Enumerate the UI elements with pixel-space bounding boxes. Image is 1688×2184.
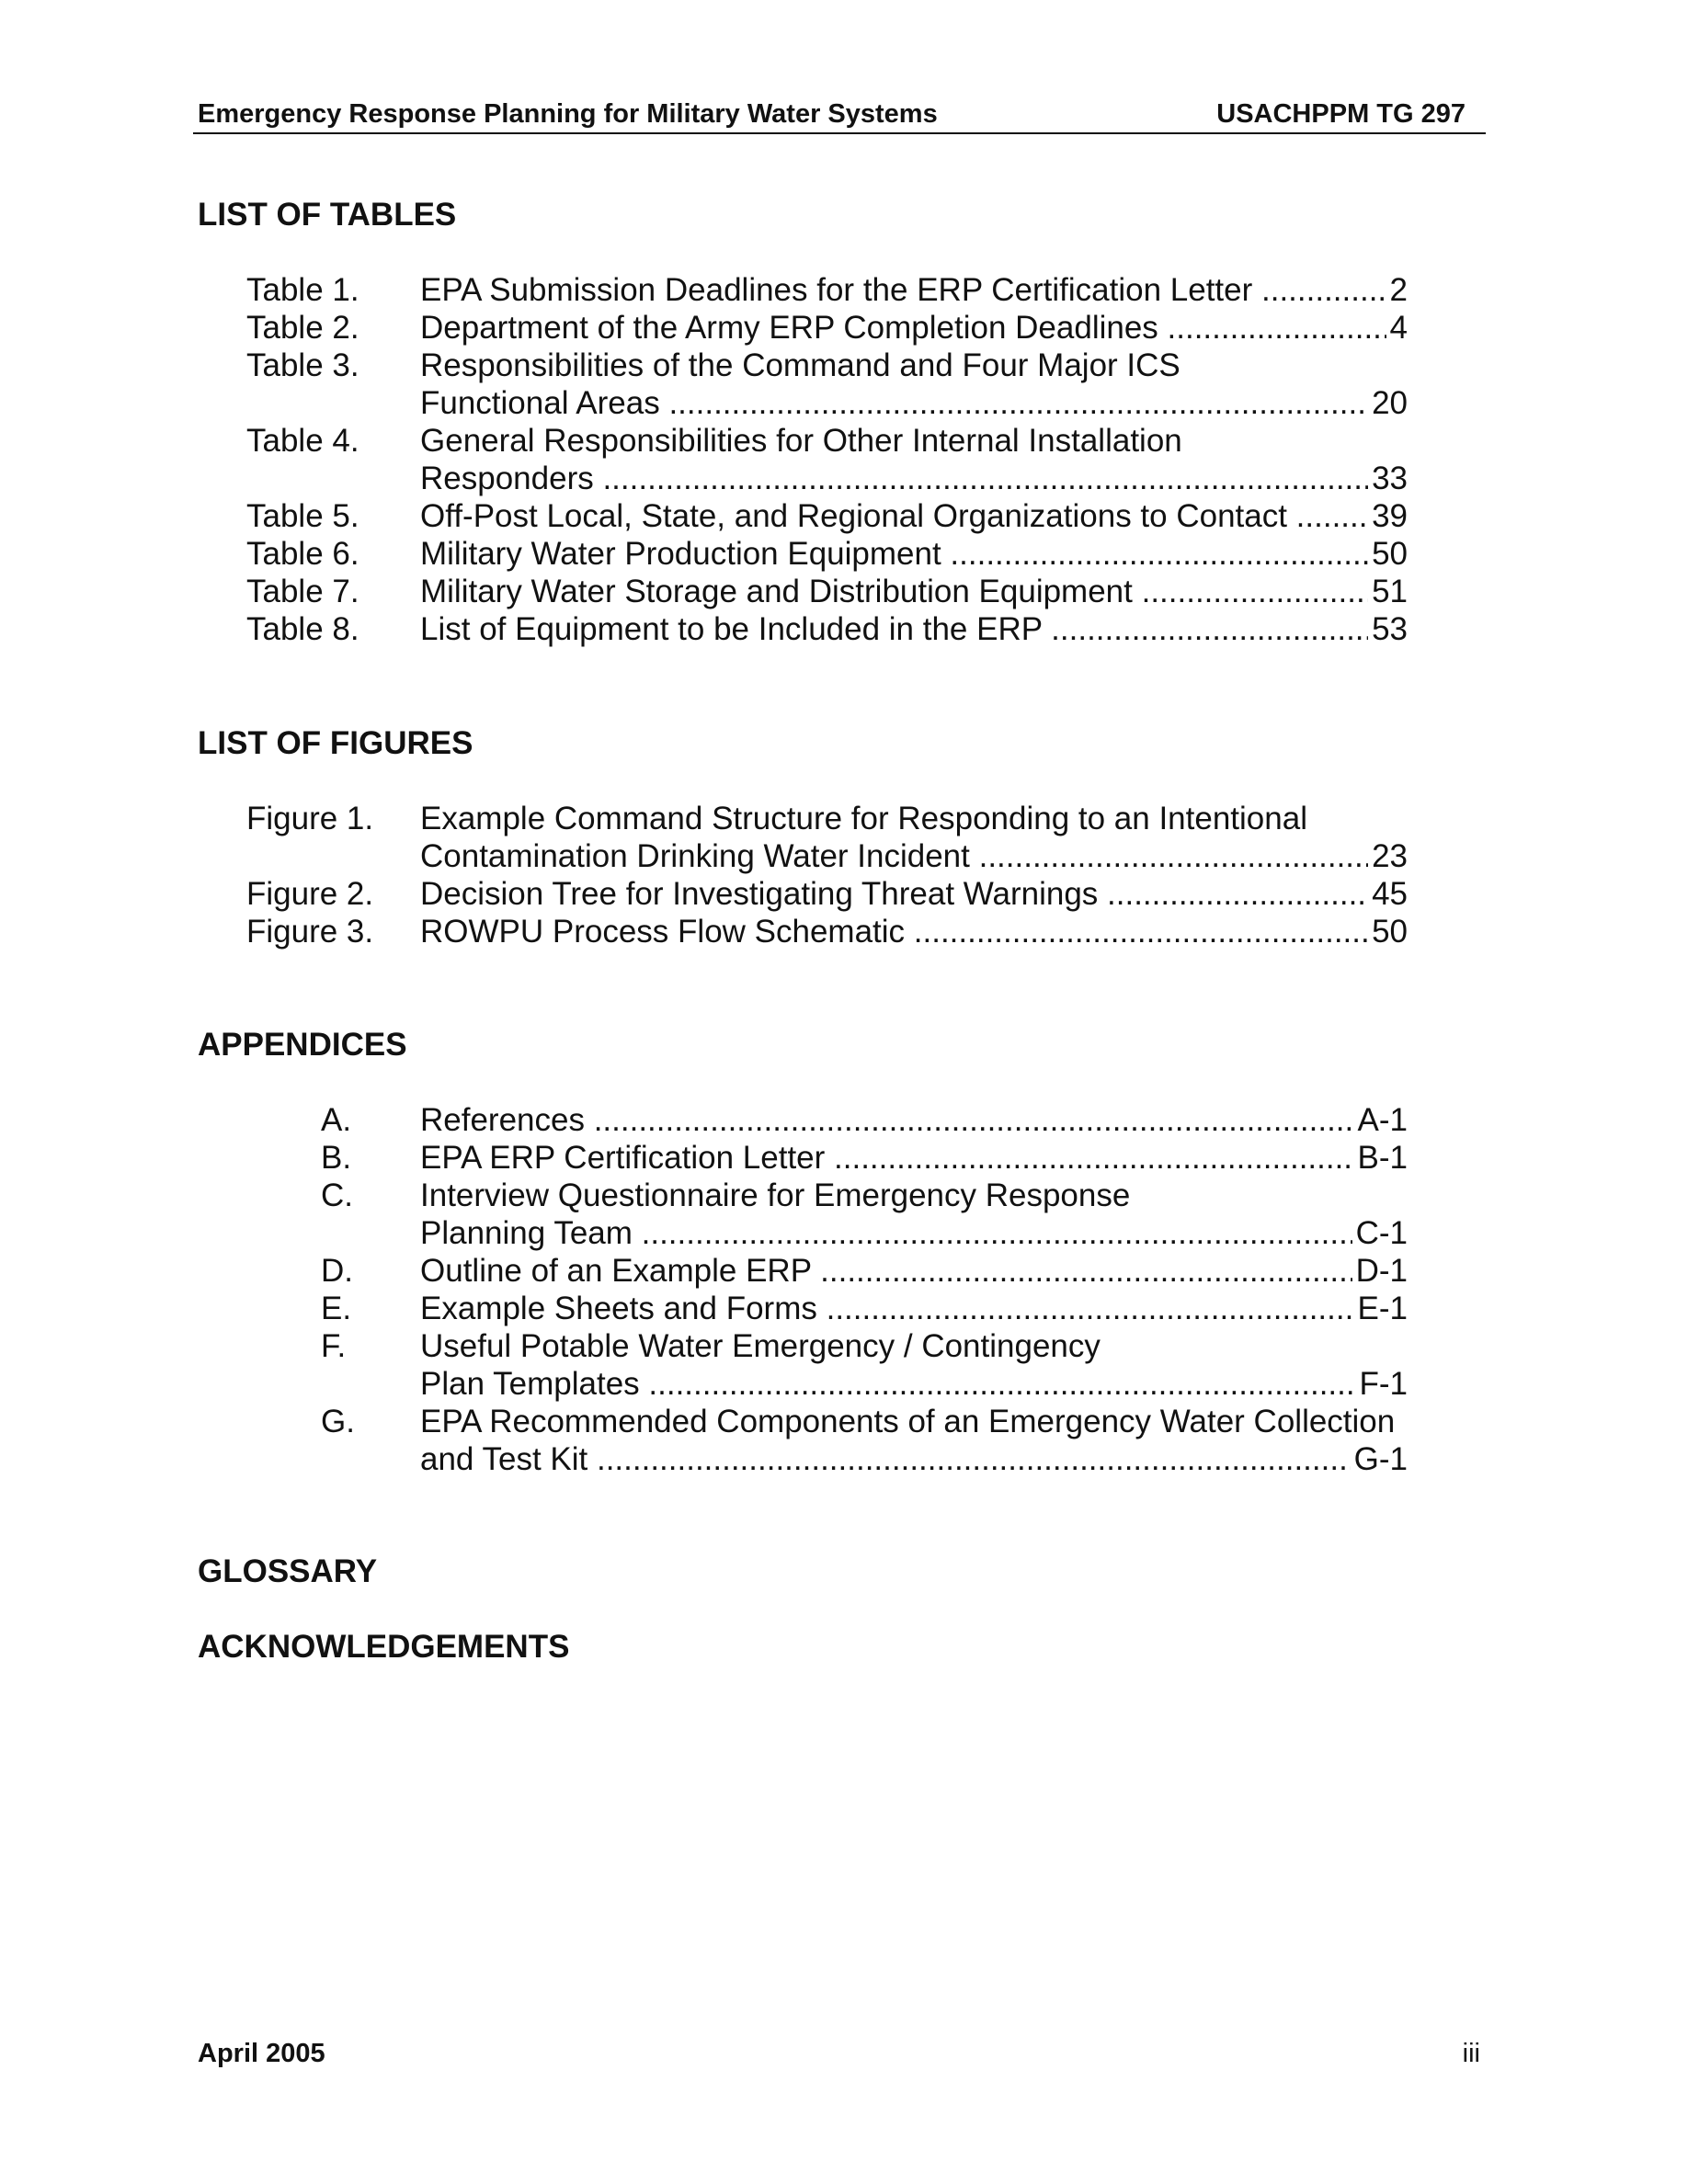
toc-entry-label: Figure 2.	[246, 876, 374, 912]
toc-entry-title: Department of the Army ERP Completion Deadlines .....	[420, 309, 1406, 347]
toc-entry[interactable]	[0, 1177, 1688, 1214]
toc-entry-title-continuation: Plan Templates .....	[420, 1365, 1406, 1403]
toc-entry-title: EPA Recommended Components of an Emergency Water Collection	[420, 1404, 1396, 1439]
toc-entry-label: G.	[321, 1404, 355, 1439]
list-of-figures-heading: LIST OF FIGURES	[198, 725, 473, 761]
toc-entry-title: Interview Questionnaire for Emergency Response	[420, 1177, 1131, 1213]
toc-entry-label: Figure 3.	[246, 914, 374, 950]
toc-entry-label: Table 5.	[246, 498, 359, 534]
toc-entry[interactable]	[0, 1139, 1688, 1177]
glossary-heading[interactable]: GLOSSARY	[198, 1553, 378, 1589]
toc-entry-title: Military Water Production Equipment .....	[420, 535, 1406, 573]
toc-entry-continuation[interactable]	[0, 1365, 1688, 1403]
toc-entry-label: E.	[321, 1291, 352, 1326]
toc-entry-label: A.	[321, 1102, 352, 1138]
toc-entry-title: Example Command Structure for Responding to an Intentional	[420, 801, 1307, 836]
toc-entry-page: 45	[1368, 875, 1408, 913]
toc-entry[interactable]	[0, 1101, 1688, 1139]
toc-entry-page: D-1	[1352, 1252, 1408, 1290]
toc-entry-title: Decision Tree for Investigating Threat Warnings .....	[420, 875, 1406, 913]
toc-entry-title-continuation: Planning Team .....	[420, 1214, 1406, 1252]
toc-entry-title: Example Sheets and Forms .....	[420, 1290, 1406, 1327]
toc-entry[interactable]	[0, 800, 1688, 837]
toc-entry-page: 20	[1368, 384, 1408, 422]
toc-entry-label: Figure 1.	[246, 801, 374, 836]
toc-entry[interactable]	[0, 1403, 1688, 1440]
toc-entry[interactable]	[0, 1252, 1688, 1290]
toc-entry-label: Table 1.	[246, 272, 359, 308]
toc-entry-title-continuation: Responders .....	[420, 460, 1406, 497]
toc-entry-label: Table 7.	[246, 574, 359, 609]
toc-entry-continuation[interactable]	[0, 1214, 1688, 1252]
toc-entry[interactable]	[0, 1290, 1688, 1327]
acknowledgements-heading[interactable]: ACKNOWLEDGEMENTS	[198, 1629, 570, 1665]
toc-entry-title: Useful Potable Water Emergency / Contingency	[420, 1328, 1101, 1364]
toc-entry-page: A-1	[1354, 1101, 1408, 1139]
toc-entry-page: 4	[1386, 309, 1408, 347]
toc-entry-title: Responsibilities of the Command and Four Major ICS	[420, 347, 1180, 383]
toc-entry-title-continuation: and Test Kit .....	[420, 1440, 1406, 1478]
toc-entry[interactable]	[0, 913, 1688, 950]
toc-entry[interactable]	[0, 1327, 1688, 1365]
toc-entry-page: C-1	[1352, 1214, 1408, 1252]
toc-entry-continuation[interactable]	[0, 460, 1688, 497]
toc-entry-continuation[interactable]	[0, 837, 1688, 875]
toc-entry[interactable]	[0, 875, 1688, 913]
toc-entry[interactable]	[0, 309, 1688, 347]
toc-entry-title: Off-Post Local, State, and Regional Organizations to Contact .....	[420, 497, 1406, 535]
toc-entry[interactable]	[0, 422, 1688, 460]
toc-entry-page: 50	[1368, 535, 1408, 573]
toc-entry-label: D.	[321, 1253, 353, 1289]
toc-entry[interactable]	[0, 535, 1688, 573]
toc-entry-continuation[interactable]	[0, 1440, 1688, 1478]
toc-entry-title: References .....	[420, 1101, 1406, 1139]
list-of-tables	[0, 271, 1688, 648]
toc-entry[interactable]	[0, 497, 1688, 535]
toc-entry-page: F-1	[1356, 1365, 1409, 1403]
toc-entry-page: 39	[1368, 497, 1408, 535]
appendices-heading: APPENDICES	[198, 1027, 407, 1063]
toc-entry-label: F.	[321, 1328, 347, 1364]
toc-entry-label: B.	[321, 1140, 352, 1176]
toc-entry-page: 51	[1368, 573, 1408, 610]
toc-entry-title-continuation: Contamination Drinking Water Incident .....	[420, 837, 1406, 875]
document-id: USACHPPM TG 297	[1216, 99, 1466, 129]
toc-entry-page: 53	[1368, 610, 1408, 648]
toc-entry-label: Table 6.	[246, 536, 359, 572]
toc-entry-title: General Responsibilities for Other Internal Installation	[420, 423, 1182, 459]
footer-page-number: iii	[1462, 2039, 1480, 2068]
toc-entry[interactable]	[0, 271, 1688, 309]
toc-entry-label: Table 3.	[246, 347, 359, 383]
list-of-figures	[0, 800, 1688, 950]
footer-date: April 2005	[198, 2039, 325, 2068]
toc-entry-title: Outline of an Example ERP .....	[420, 1252, 1406, 1290]
toc-entry-title: EPA Submission Deadlines for the ERP Certification Letter .....	[420, 271, 1406, 309]
toc-entry-page: 2	[1386, 271, 1408, 309]
page-header	[193, 96, 1486, 134]
toc-entry-page: 50	[1368, 913, 1408, 950]
toc-entry-label: Table 8.	[246, 611, 359, 647]
toc-entry-continuation[interactable]	[0, 384, 1688, 422]
toc-entry-page: E-1	[1354, 1290, 1408, 1327]
toc-entry-page: G-1	[1351, 1440, 1408, 1478]
toc-entry-label: Table 2.	[246, 310, 359, 346]
toc-entry-label: C.	[321, 1177, 353, 1213]
toc-entry-title: List of Equipment to be Included in the ERP .....	[420, 610, 1406, 648]
toc-entry-title: ROWPU Process Flow Schematic .....	[420, 913, 1406, 950]
toc-entry[interactable]	[0, 347, 1688, 384]
toc-entry-title-continuation: Functional Areas .....	[420, 384, 1406, 422]
toc-entry-page: B-1	[1354, 1139, 1408, 1177]
toc-entry-title: Military Water Storage and Distribution Equipment .....	[420, 573, 1406, 610]
toc-entry-title: EPA ERP Certification Letter .....	[420, 1139, 1406, 1177]
toc-entry[interactable]	[0, 610, 1688, 648]
list-of-tables-heading: LIST OF TABLES	[198, 197, 457, 233]
list-of-appendices	[0, 1101, 1688, 1478]
toc-entry-label: Table 4.	[246, 423, 359, 459]
toc-entry-page: 33	[1368, 460, 1408, 497]
toc-entry[interactable]	[0, 573, 1688, 610]
toc-entry-page: 23	[1368, 837, 1408, 875]
document-title: Emergency Response Planning for Military Water Systems	[198, 99, 938, 129]
